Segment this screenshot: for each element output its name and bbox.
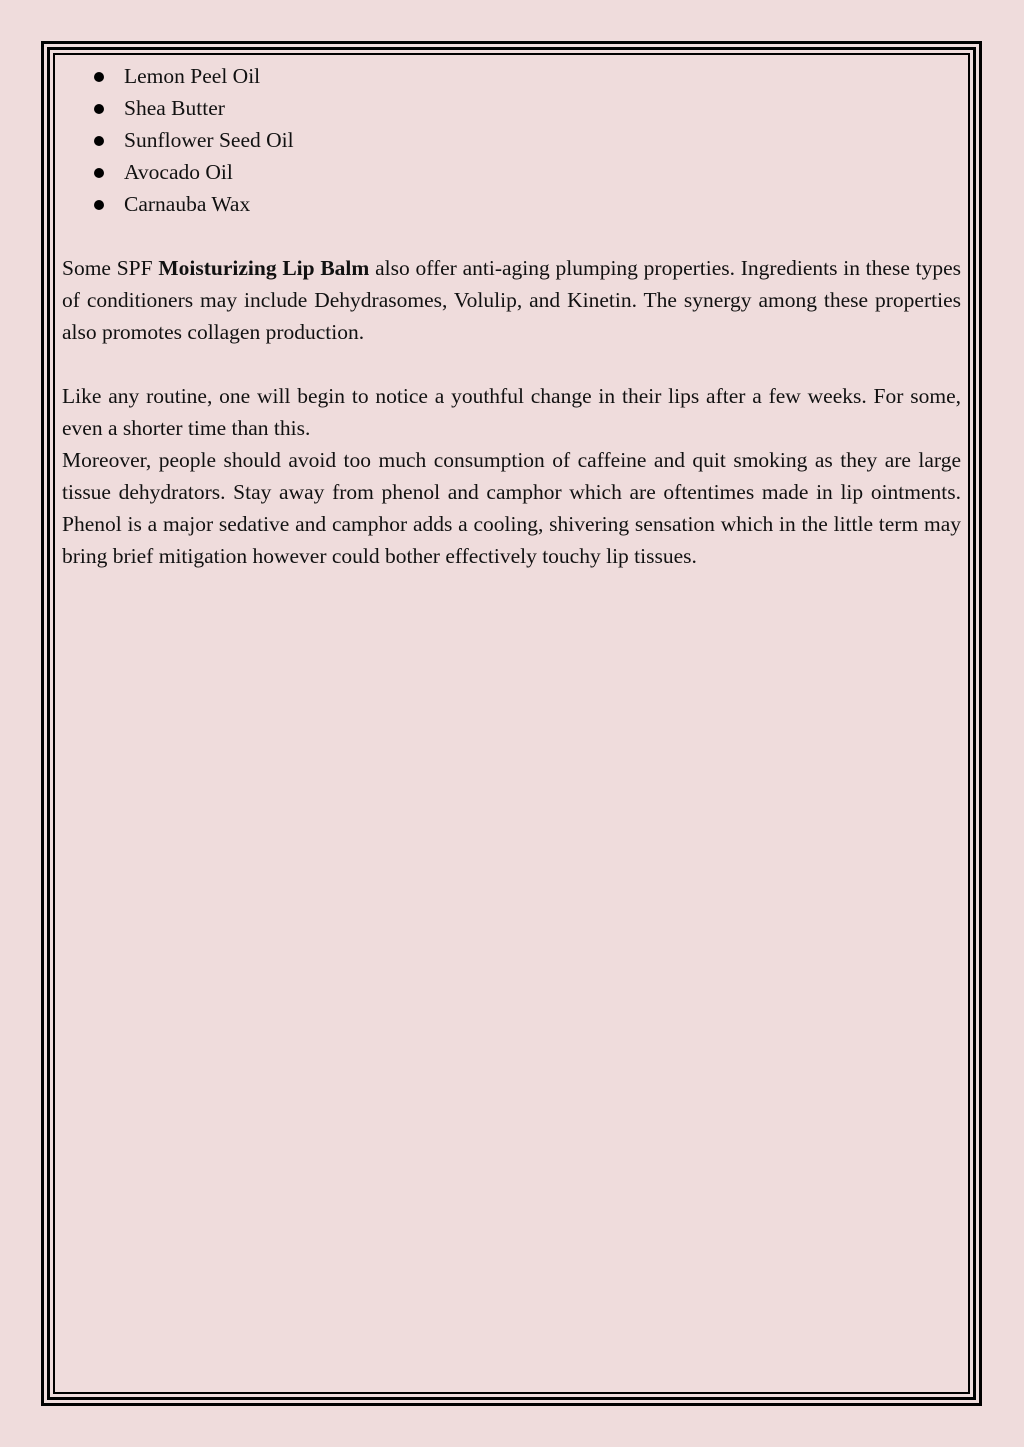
ingredient-label: Sunflower Seed Oil [124,128,294,152]
bullet-icon [94,72,104,82]
ingredient-label: Lemon Peel Oil [124,64,261,88]
list-item [62,124,961,156]
ingredient-label: Avocado Oil [124,160,233,184]
ingredient-label: Carnauba Wax [124,192,251,216]
lip-balm-keyword: Moisturizing Lip Balm [158,256,370,280]
paragraph-spf-intro: Some SPF [62,256,159,280]
ingredient-list [62,60,961,220]
list-item [62,60,961,92]
bullet-icon [94,168,104,178]
bullet-icon [94,200,104,210]
ingredient-label: Shea Butter [124,96,225,120]
paragraph-spf-rest: also offer anti-aging plumping properties. Ingredients in these types of conditioners may include Dehydrasomes, Volulip, and Kinetin. The synergy among these properties also promotes collagen production. [62,256,961,344]
bullet-icon [94,136,104,146]
document-body [62,60,961,572]
list-item [62,92,961,124]
paragraph-moreover: Moreover, people should avoid too much consumption of caffeine and quit smoking as they are large tissue dehydrators. Stay away from phenol and camphor which are oftentimes made in lip ointments. Phenol is a major sedative and camphor adds a cooling, shivering sensation which in the little term may bring brief mitigation however could bother effectively touchy lip tissues. [62,448,961,568]
bullet-icon [94,104,104,114]
paragraph-spf [62,252,961,348]
list-item [62,156,961,188]
list-item [62,188,961,220]
paragraph-routine: Like any routine, one will begin to notice a youthful change in their lips after a few weeks. For some, even a shorter time than this. [62,384,961,440]
